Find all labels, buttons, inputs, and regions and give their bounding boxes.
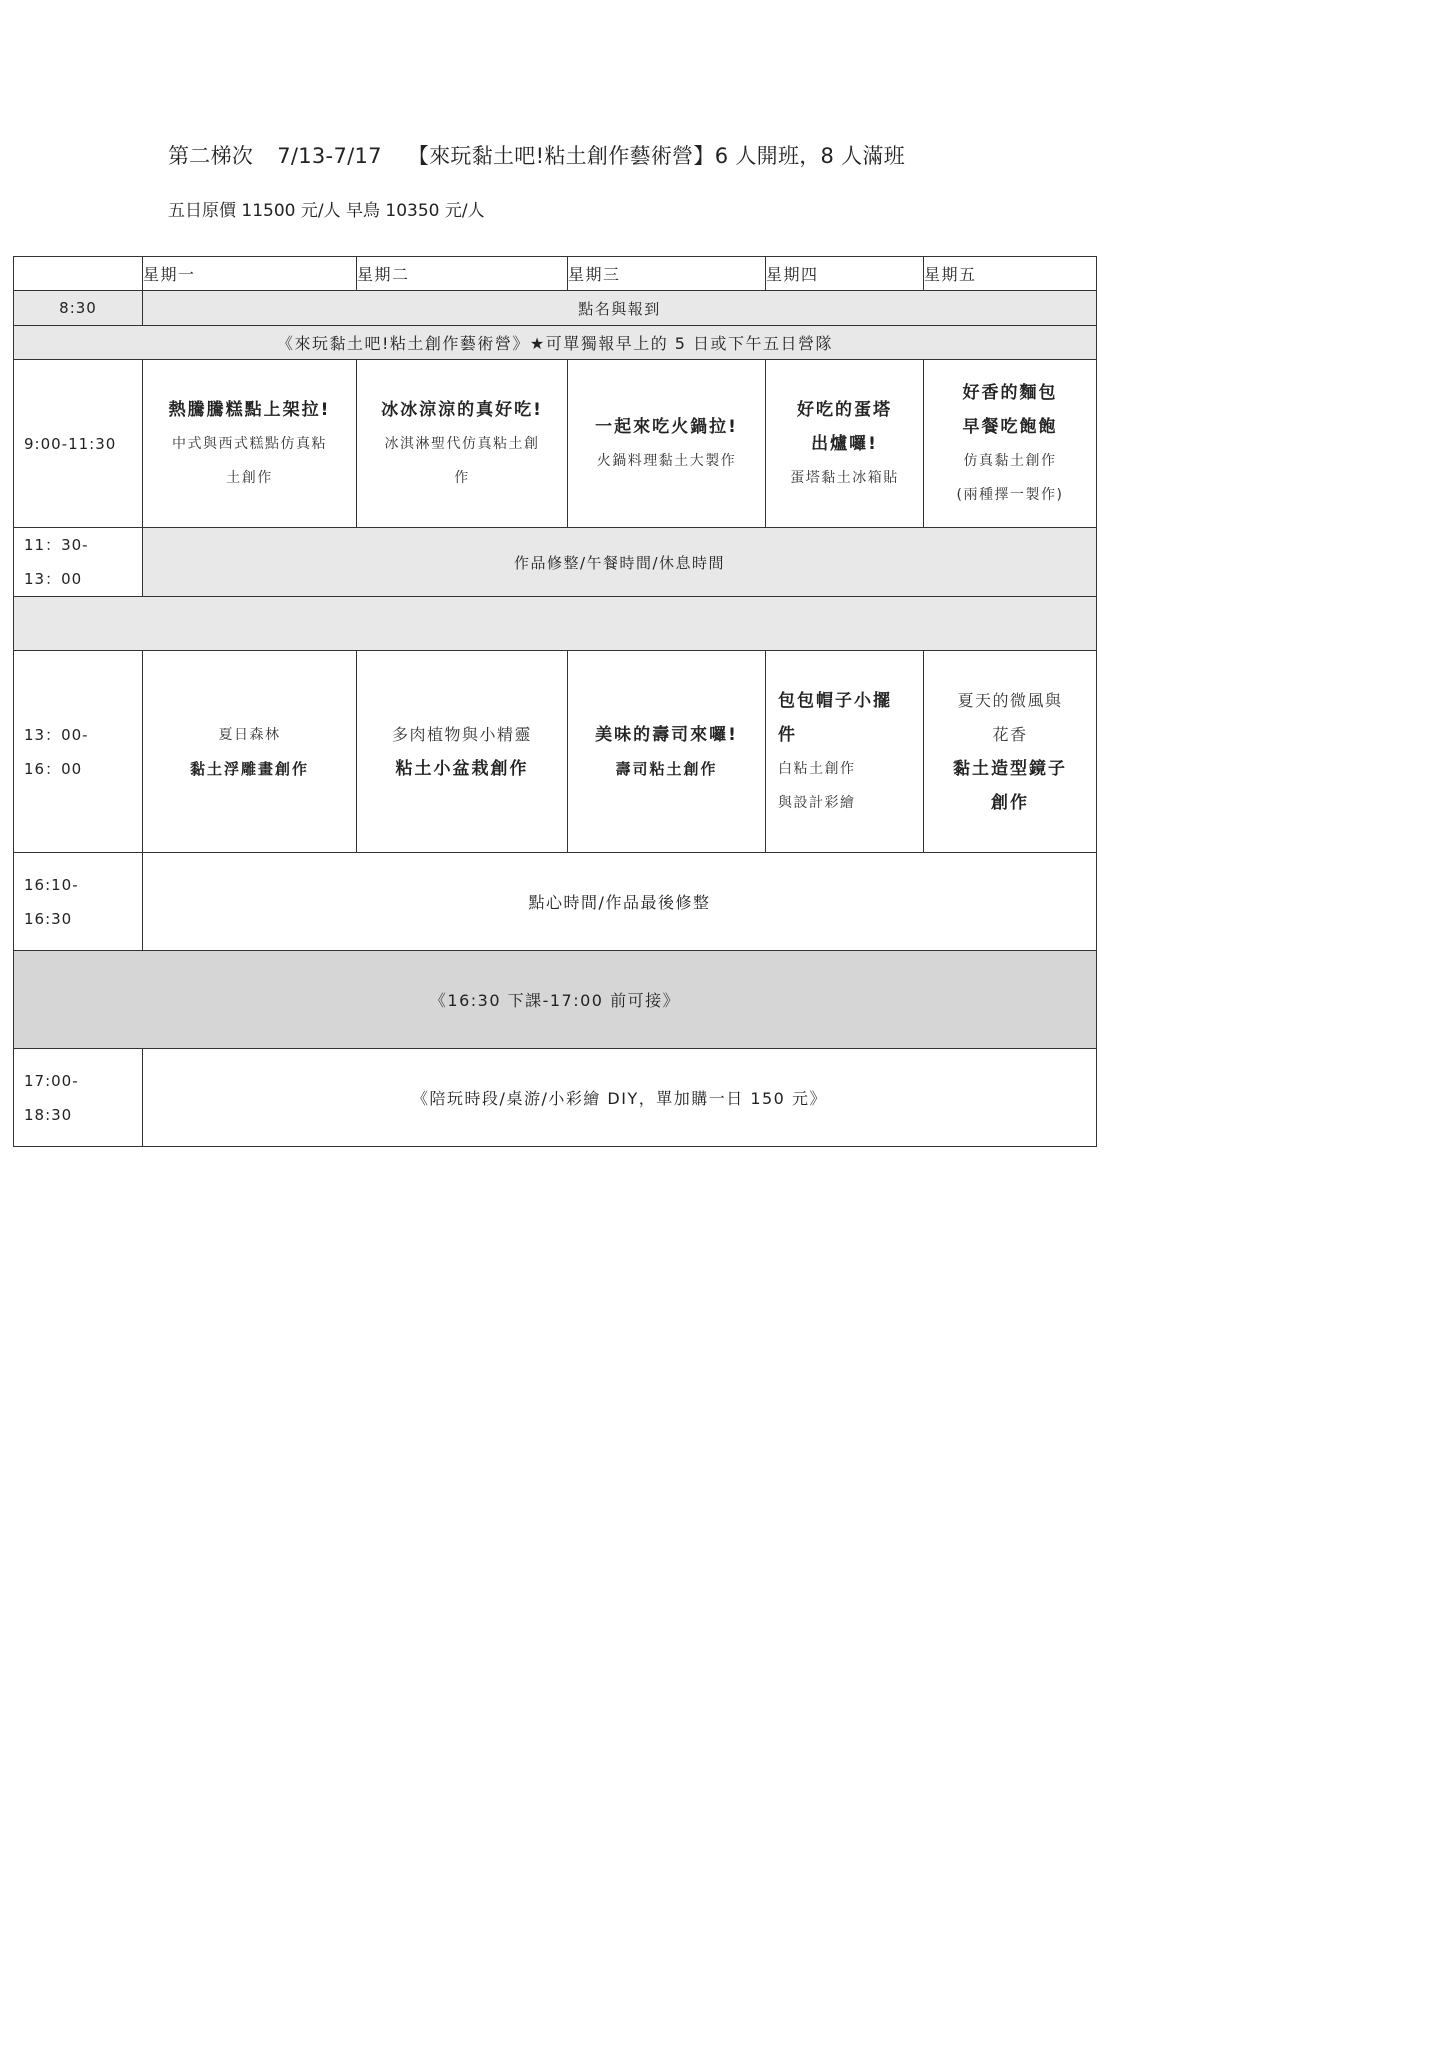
time-end: 18:30	[24, 1105, 73, 1124]
time-start: 17:00-	[24, 1071, 79, 1090]
snack-row	[14, 853, 1097, 951]
activity-title: 早餐吃飽飽	[962, 416, 1058, 437]
day-header: 星期一	[143, 257, 357, 291]
activity-title: 包包帽子小擺	[778, 690, 892, 711]
activity-desc: (兩種擇一製作)	[956, 486, 1064, 503]
morning-row	[14, 360, 1097, 528]
date-range: 7/13-7/17	[277, 144, 382, 168]
time-start: 11：30-	[24, 536, 89, 554]
time-end: 13：00	[24, 570, 83, 588]
activity-desc: 中式與西式糕點仿真粘	[172, 435, 327, 452]
spacer-row	[14, 597, 1097, 651]
activity-cell	[357, 360, 568, 528]
day-header: 星期三	[568, 257, 766, 291]
time-start: 16:10-	[24, 875, 79, 894]
day-header: 星期五	[924, 257, 1097, 291]
checkin-row	[14, 291, 1097, 326]
activity-title: 好香的麵包	[962, 382, 1058, 403]
dismiss-row	[14, 951, 1097, 1049]
time-start: 13：00-	[24, 725, 89, 744]
activity-cell	[143, 360, 357, 528]
lunch-label: 作品修整/午餐時間/休息時間	[143, 528, 1097, 597]
price-info: 五日原價 11500 元/人 早鳥 10350 元/人	[168, 201, 485, 221]
day-header: 星期四	[766, 257, 924, 291]
time-cell	[14, 853, 143, 951]
activity-desc: 白粘土創作	[778, 760, 856, 777]
day-header-row	[14, 257, 1097, 291]
spacer-cell	[14, 597, 1097, 651]
day-header: 星期二	[357, 257, 568, 291]
activity-desc: 冰淇淋聖代仿真粘土創	[384, 435, 540, 452]
activity-desc: 仿真黏土創作	[963, 452, 1057, 469]
afternoon-row	[14, 651, 1097, 853]
activity-desc: 與設計彩繪	[778, 794, 856, 811]
activity-cell	[924, 651, 1097, 853]
activity-desc: 蛋塔黏土冰箱貼	[790, 469, 899, 486]
time-cell	[14, 651, 143, 853]
activity-cell	[766, 360, 924, 528]
activity-title: 黏土造型鏡子	[953, 758, 1067, 779]
activity-line: 花香	[992, 724, 1028, 744]
activity-cell	[766, 651, 924, 853]
activity-title: 一起來吃火鍋拉!	[595, 416, 738, 437]
activity-title: 好吃的蛋塔	[797, 399, 892, 420]
camp-banner: 《來玩黏土吧!粘土創作藝術營》★可單獨報早上的 5 日或下午五日營隊	[14, 326, 1097, 360]
dismiss-label: 《16:30 下課-17:00 前可接》	[14, 951, 1097, 1049]
activity-title: 熱騰騰糕點上架拉!	[168, 399, 331, 420]
time-cell	[14, 528, 143, 597]
activity-line: 多肉植物與小精靈	[391, 724, 532, 744]
activity-cell	[568, 360, 766, 528]
batch-label: 第二梯次	[168, 144, 254, 168]
banner-row	[14, 326, 1097, 360]
activity-title: 黏土浮雕畫創作	[189, 759, 309, 778]
activity-cell	[143, 651, 357, 853]
activity-title: 創作	[991, 792, 1029, 813]
lunch-row	[14, 528, 1097, 597]
activity-title: 件	[778, 724, 797, 745]
activity-line: 夏日森林	[218, 726, 281, 743]
activity-desc: 火鍋料理黏土大製作	[596, 452, 737, 469]
activity-desc: 壽司粘土創作	[615, 759, 718, 778]
document-title	[168, 140, 905, 170]
checkin-label: 點名與報到	[143, 291, 1097, 326]
time-cell	[14, 1049, 143, 1147]
corner-cell	[14, 257, 143, 291]
activity-desc: 土創作	[226, 469, 273, 486]
activity-cell	[357, 651, 568, 853]
activity-title: 出爐囉!	[811, 433, 878, 454]
time-end: 16:30	[24, 909, 73, 928]
time-cell: 8:30	[14, 291, 143, 326]
activity-title: 冰冰涼涼的真好吃!	[381, 399, 543, 420]
camp-name: 【來玩黏土吧!粘土創作藝術營】6 人開班，8 人滿班	[407, 144, 906, 168]
extra-label: 《陪玩時段/桌游/小彩繪 DIY，單加購一日 150 元》	[143, 1049, 1097, 1147]
extra-row	[14, 1049, 1097, 1147]
activity-cell	[924, 360, 1097, 528]
activity-cell	[568, 651, 766, 853]
snack-label: 點心時間/作品最後修整	[143, 853, 1097, 951]
schedule-table	[13, 256, 1097, 1147]
activity-line: 夏天的微風與	[957, 690, 1063, 710]
activity-title: 粘土小盆栽創作	[395, 758, 529, 779]
activity-desc: 作	[454, 469, 470, 486]
activity-title: 美味的壽司來囉!	[595, 724, 738, 745]
time-end: 16：00	[24, 759, 83, 778]
time-cell: 9:00-11:30	[14, 360, 143, 528]
